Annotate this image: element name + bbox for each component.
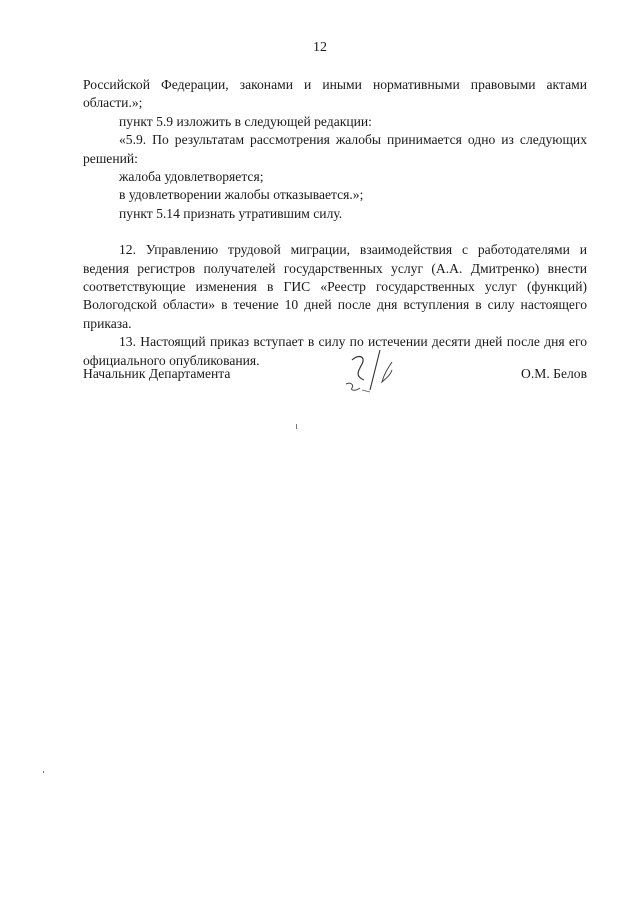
signatory-name: О.М. Белов	[521, 366, 587, 381]
scan-speck	[296, 424, 297, 429]
paragraph-decision-2: в удовлетворении жалобы отказывается.»;	[119, 187, 364, 203]
handwritten-signature	[340, 346, 410, 406]
signatory-position: Начальник Департамента	[83, 366, 231, 381]
paragraph-decision-1: жалоба удовлетворяется;	[119, 169, 264, 185]
paragraph-item-5-9: пункт 5.9 изложить в следующей редакции:	[119, 113, 372, 129]
paragraph-spacer	[83, 223, 587, 241]
paragraph-clause-12: 12. Управлению трудовой миграции, взаимодействия с работодателями и ведения регистров получателей государственных услуг (А.А. Дмитренко) внести соответствующие изменения в ГИС «Реестр государственных услуг (функций) Вологодской области» в течение 10 дней после дня вступления в силу настоящего приказа.	[83, 242, 587, 331]
paragraph-clause-13: 13. Настоящий приказ вступает в силу по истечении десяти дней после дня его официального опубликования.	[83, 334, 587, 368]
paragraph-quote-5-9: «5.9. По результатам рассмотрения жалобы принимается одно из следующих решений:	[83, 132, 587, 166]
paragraph-item-5-14: пункт 5.14 признать утратившим силу.	[119, 205, 343, 221]
page-number: 12	[313, 40, 327, 55]
signature-block	[83, 366, 587, 416]
paragraph-continuation: Российской Федерации, законами и иными нормативными правовыми актами области.»;	[83, 77, 587, 111]
scan-speck	[43, 771, 44, 773]
document-body	[83, 76, 587, 370]
